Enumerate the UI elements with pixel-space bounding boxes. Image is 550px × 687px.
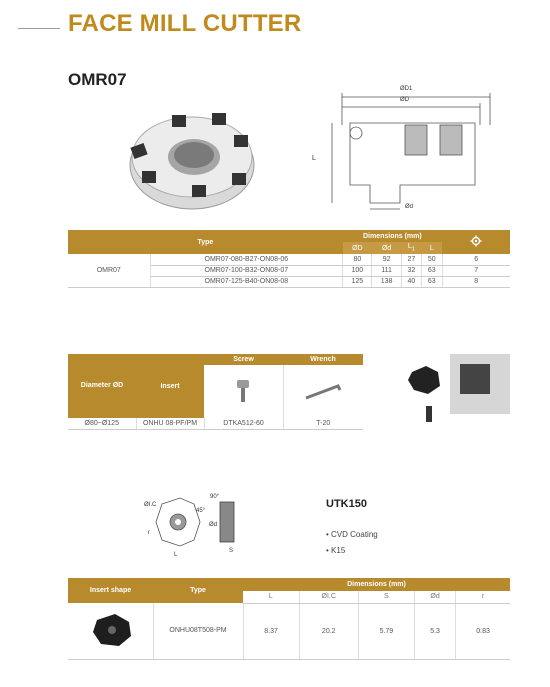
insert-image [68,603,153,659]
group-label: OMR07 [68,254,150,287]
screw-header: Screw [204,354,283,365]
col-header: ØI.C [299,591,358,603]
cell: 8 [442,276,510,287]
page-title: FACE MILL CUTTER [68,10,302,37]
shape-header: Insert shape [68,578,153,603]
cell: 63 [422,276,442,287]
cell: 125 [343,276,372,287]
cell: 80 [343,254,372,265]
label-r: r [148,530,150,536]
cell: 7 [442,265,510,276]
label-dd2: Ød [209,522,218,528]
col-header: $L_1$ [401,242,421,254]
col-header: ØD [343,242,372,254]
cell: 92 [372,254,401,265]
type-cell: ONHU08T508-PM [153,603,243,659]
cell: 111 [372,265,401,276]
screw-image [204,365,283,418]
col-header: L [422,242,442,254]
grade-name: UTK150 [326,498,367,510]
label-ic: ØI.C [144,502,157,508]
cell: 32 [401,265,421,276]
wrench-cell: T-20 [283,418,363,429]
label-90: 90° [210,494,220,500]
type-cell: OMR07-125-B40-ON08-08 [150,276,343,287]
insert-drawing [142,492,252,562]
cell: 5.3 [414,603,455,659]
label-45: 45° [196,508,206,514]
diameter-header: Diameter ØD [68,354,136,418]
title-rule [18,28,60,29]
insert-header: Insert [136,354,204,418]
cell: 100 [343,265,372,276]
cell: 63 [422,265,442,276]
spec-table [68,230,510,288]
type-cell: OMR07-100-B32-ON08-07 [150,265,343,276]
col-header: Ød [372,242,401,254]
col-header: L [243,591,299,603]
cell: 50 [422,254,442,265]
diameter-cell: Ø80~Ø125 [68,418,136,429]
table-row [68,603,510,659]
cell: 5.79 [358,603,414,659]
parts-table [68,354,363,430]
screw-cell: DTKA512-60 [204,418,283,429]
cell: 40 [401,276,421,287]
label-l2: L [174,552,178,558]
model-name: OMR07 [68,70,127,89]
cutter-photo [122,105,262,215]
label-d1: ØD1 [400,86,413,92]
dims-header: Dimensions (mm) [343,230,442,242]
label-l: L [312,155,316,162]
cell: 138 [372,276,401,287]
type-cell: OMR07-080-B27-ON08-06 [150,254,343,265]
cell: 8.37 [243,603,299,659]
col-header: r [456,591,510,603]
dims-header: Dimensions (mm) [243,578,510,591]
parts-photo [390,354,510,434]
col-header: Ød [414,591,455,603]
cell: 27 [401,254,421,265]
label-d: ØD [400,97,409,103]
cell: 6 [442,254,510,265]
cutter-drawing [310,85,500,215]
type-header: Type [68,230,343,254]
gear-icon [442,230,510,254]
table-row [68,254,510,265]
col-header: S [358,591,414,603]
wrench-header: Wrench [283,354,363,365]
cell: 20.2 [299,603,358,659]
cell: 0.83 [456,603,510,659]
wrench-image [283,365,363,418]
feature-coating: • CVD Coating [326,530,378,539]
label-dd: Ød [405,204,414,210]
label-s: S [229,548,234,554]
insert-cell: ONHU 08-PF/PM [136,418,204,429]
type-header: Type [153,578,243,603]
insert-table [68,578,510,660]
feature-grade: • K15 [326,546,346,555]
